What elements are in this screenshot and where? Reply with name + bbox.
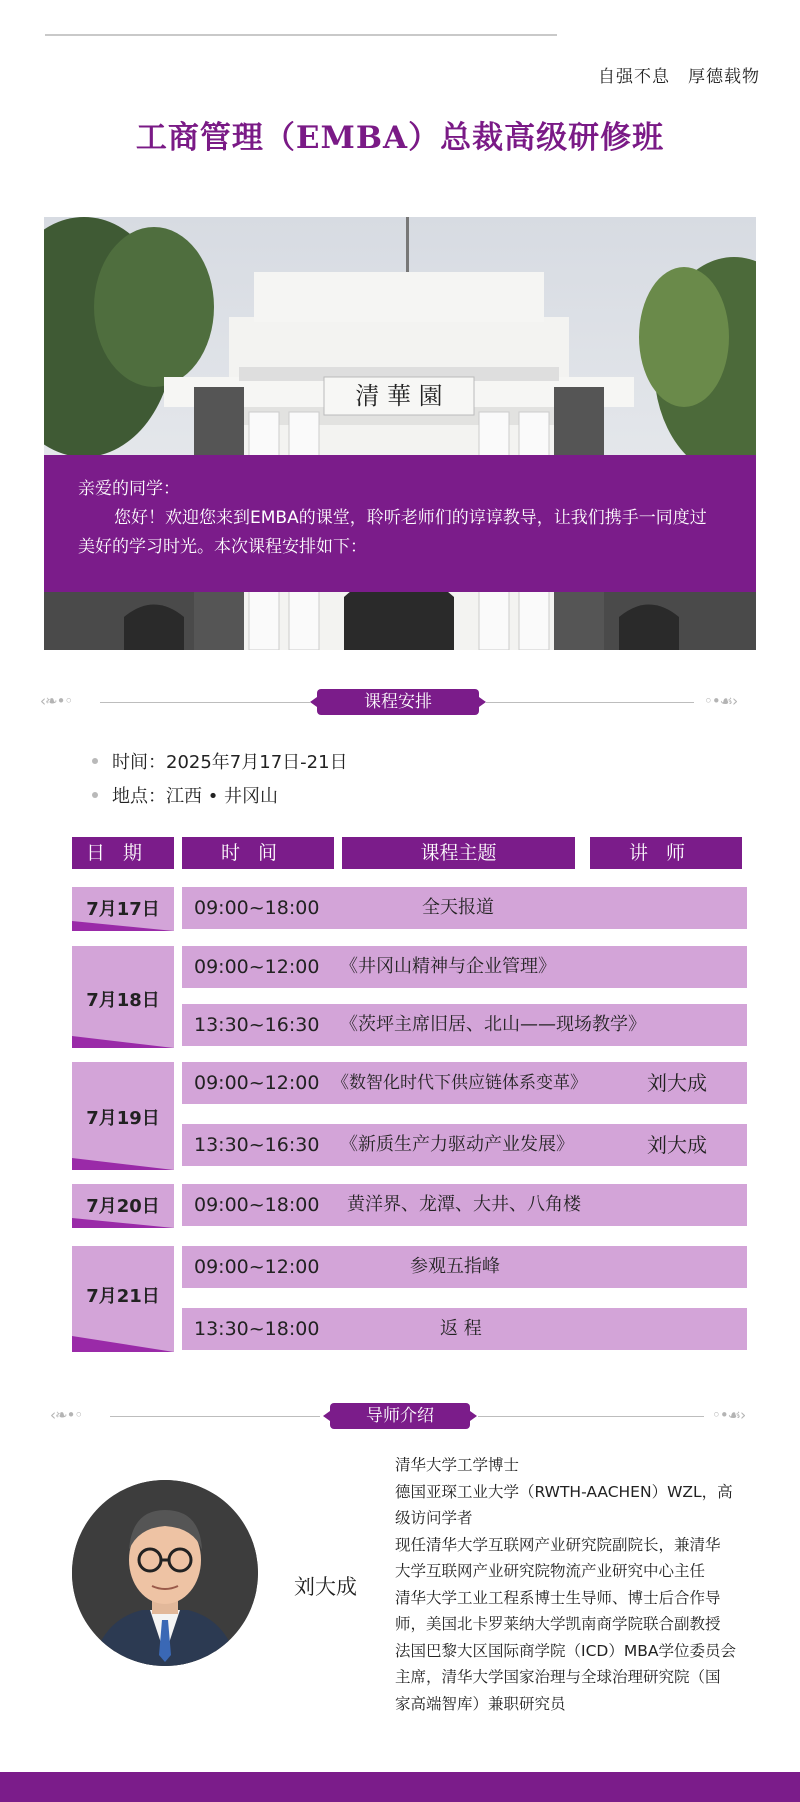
bio-line: 级访问学者	[395, 1509, 473, 1527]
header-time: 时间	[182, 837, 334, 869]
bio-line: 法国巴黎大区国际商学院（ICD）MBA学位委员会	[395, 1641, 736, 1660]
session-time: 13:30~16:30	[194, 1014, 320, 1036]
table-row	[182, 1184, 747, 1226]
schedule-time: 时间：2025年7月17日-21日	[92, 748, 348, 774]
session-time: 13:30~16:30	[194, 1134, 320, 1156]
bio-line: 大学互联网产业研究院物流产业研究中心主任	[395, 1562, 706, 1580]
section-title-schedule: 课程安排	[317, 689, 479, 715]
bio-line: 主席，清华大学国家治理与全球治理研究院（国	[395, 1668, 721, 1686]
mentor-bio	[395, 1452, 755, 1717]
section-divider-left	[110, 1416, 320, 1417]
date-triangle	[72, 1036, 174, 1048]
table-row	[182, 946, 747, 988]
bullet-icon	[92, 758, 98, 764]
date-label: 7月19日	[86, 1108, 160, 1129]
session-topic: 黄洋界、龙潭、大井、八角楼	[347, 1194, 581, 1215]
session-topic: 《茨坪主席旧居、北山——现场教学》	[340, 1014, 646, 1035]
date-label: 7月21日	[86, 1286, 160, 1307]
section-title-mentor: 导师介绍	[330, 1403, 470, 1429]
session-time: 09:00~12:00	[194, 956, 320, 978]
session-teacher: 刘大成	[647, 1071, 707, 1095]
table-row	[182, 1004, 747, 1046]
welcome-greeting: 亲爱的同学：	[78, 479, 180, 499]
bio-line: 家高端智库）兼职研究员	[395, 1694, 566, 1713]
ornament-right: ◦•☙›	[704, 692, 738, 710]
section-divider-right	[486, 702, 694, 703]
session-time: 09:00~12:00	[194, 1256, 320, 1278]
date-cell	[72, 946, 174, 1048]
welcome-body: 您好！欢迎您来到EMBA的课堂，聆听老师们的谆谆教导，让我们携手一同度过美好的学习时光。本次课程安排如下：	[78, 508, 707, 557]
session-topic: 《新质生产力驱动产业发展》	[340, 1134, 574, 1155]
section-divider-left	[100, 702, 310, 703]
date-triangle	[72, 1336, 174, 1352]
header-topic: 课程主题	[342, 837, 575, 869]
mentor-avatar	[72, 1480, 258, 1666]
bio-line: 师，美国北卡罗莱纳大学凯南商学院联合副教授	[395, 1615, 721, 1633]
session-topic: 返 程	[440, 1318, 482, 1339]
session-time: 09:00~18:00	[194, 897, 320, 919]
section-divider-right	[478, 1416, 704, 1417]
header-teacher: 讲师	[590, 837, 742, 869]
schedule-place: 地点：江西 • 井冈山	[92, 782, 278, 808]
date-cell	[72, 887, 174, 931]
date-triangle	[72, 1158, 174, 1170]
session-time: 09:00~12:00	[194, 1072, 320, 1094]
table-row	[182, 1062, 747, 1104]
bio-line: 现任清华大学互联网产业研究院副院长，兼清华	[395, 1535, 721, 1554]
table-row	[182, 1124, 747, 1166]
bio-line: 德国亚琛工业大学（RWTH-AACHEN）WZL，高	[395, 1482, 733, 1501]
session-topic: 《井冈山精神与企业管理》	[340, 956, 556, 977]
bio-line: 清华大学工业工程系博士生导师、博士后合作导	[395, 1588, 721, 1607]
table-row	[182, 887, 747, 929]
ornament-right: ◦•☙›	[712, 1406, 746, 1424]
session-teacher: 刘大成	[647, 1133, 707, 1157]
date-label: 7月18日	[86, 990, 160, 1011]
session-time: 13:30~18:00	[194, 1318, 320, 1340]
date-label: 7月17日	[86, 899, 160, 920]
date-cell	[72, 1184, 174, 1228]
table-row	[182, 1246, 747, 1288]
date-label: 7月20日	[86, 1196, 160, 1217]
date-triangle	[72, 1218, 174, 1228]
top-divider	[45, 34, 557, 36]
ornament-left: ‹❧•◦	[40, 692, 73, 710]
table-row	[182, 1308, 747, 1350]
footer-bar	[0, 1772, 800, 1802]
ornament-left: ‹❧•◦	[50, 1406, 83, 1424]
gate-plaque-text: 清 華 園	[355, 382, 443, 410]
header-date: 日期	[72, 837, 174, 869]
bio-line: 清华大学工学博士	[395, 1456, 520, 1474]
date-cell	[72, 1246, 174, 1352]
session-topic: 《数智化时代下供应链体系变革》	[332, 1073, 587, 1093]
welcome-message	[44, 455, 756, 592]
page-title: 工商管理（EMBA）总裁高级研修班	[135, 120, 665, 156]
date-cell	[72, 1062, 174, 1170]
mentor-name: 刘大成	[294, 1575, 357, 1599]
school-motto: 自强不息 厚德载物	[598, 67, 760, 87]
bullet-icon	[92, 792, 98, 798]
session-topic: 参观五指峰	[410, 1256, 500, 1277]
session-topic: 全天报道	[422, 897, 494, 918]
date-triangle	[72, 921, 174, 931]
session-time: 09:00~18:00	[194, 1194, 320, 1216]
